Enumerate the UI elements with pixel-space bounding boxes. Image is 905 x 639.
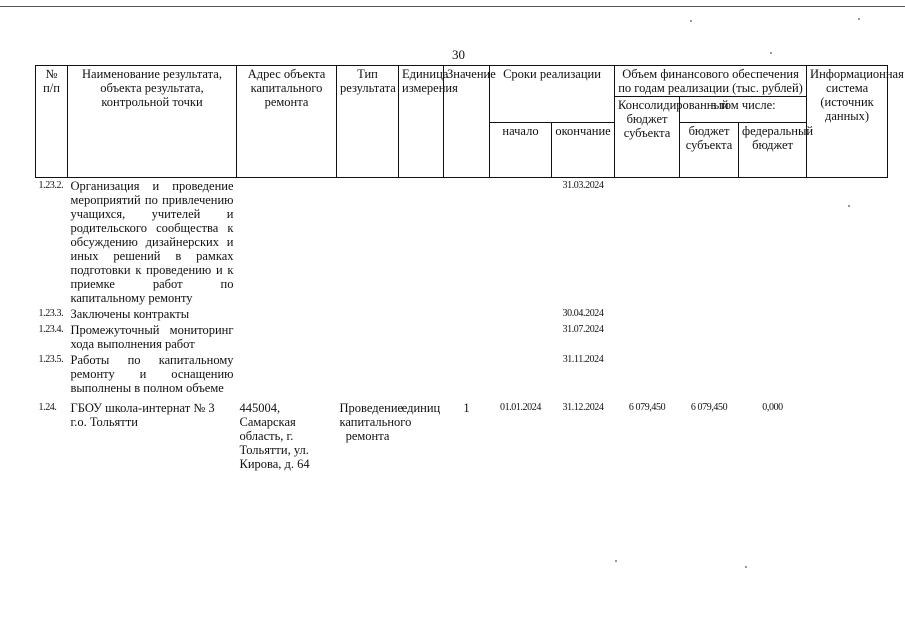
row-consolidated — [615, 306, 680, 322]
row-info — [807, 352, 888, 396]
row-address — [237, 306, 337, 322]
scan-speck — [690, 20, 692, 22]
row-value — [444, 306, 490, 322]
row-info — [807, 306, 888, 322]
row-value: 1 — [463, 401, 470, 415]
row-value — [444, 352, 490, 396]
header-name: Наименование результата, объекта результата, контрольной точки — [68, 66, 237, 178]
row-federal-budget — [739, 322, 807, 352]
header-federal-budget: федеральный бюджет — [739, 123, 807, 178]
row-number: 1.23.3. — [38, 308, 64, 319]
row-subject-budget: 6 079,450 — [690, 402, 728, 413]
row-type — [337, 178, 399, 307]
row-unit: единиц — [401, 401, 441, 415]
row-start — [490, 178, 552, 307]
row-name: Организация и проведение мероприятий по привлечению учащихся, учителей и родительского сообщества к обсуждению дизайнерских и иных решений в рамках подготовки к проведению и к приемке работ по капитальному ремонту — [70, 179, 234, 305]
row-number: 1.23.2. — [38, 180, 64, 191]
row-address — [237, 352, 337, 396]
row-name: ГБОУ школа-интернат № 3 г.о. Тольятти — [70, 401, 215, 429]
row-name: Заключены контракты — [70, 307, 190, 321]
row-address — [237, 178, 337, 307]
header-terms: Сроки реализации — [490, 66, 615, 123]
row-unit — [399, 178, 444, 307]
header-terms-start: начало — [490, 123, 552, 178]
page-number: 30 — [452, 47, 465, 62]
row-start — [490, 352, 552, 396]
row-unit — [399, 322, 444, 352]
row-federal-budget — [739, 306, 807, 322]
row-number: 1.23.5. — [38, 354, 64, 365]
row-end: 31.11.2024 — [562, 354, 604, 365]
row-type — [337, 306, 399, 322]
scan-top-rule — [0, 6, 905, 7]
row-info — [807, 322, 888, 352]
table-row — [36, 352, 888, 396]
header-info-system: Информационная система (источник данных) — [807, 66, 888, 178]
row-consolidated — [615, 352, 680, 396]
row-end: 31.03.2024 — [562, 180, 604, 191]
row-end: 31.07.2024 — [562, 324, 604, 335]
row-value — [444, 178, 490, 307]
scan-speck — [770, 52, 772, 54]
row-start — [490, 322, 552, 352]
row-unit — [399, 352, 444, 396]
header-no: № п/п — [36, 66, 68, 178]
row-start — [490, 306, 552, 322]
row-consolidated — [615, 322, 680, 352]
header-type: Тип результата — [337, 66, 399, 178]
row-number: 1.23.4. — [38, 324, 64, 335]
row-info — [807, 396, 888, 472]
table-row — [36, 306, 888, 322]
row-type: Проведение капитального ремонта — [339, 401, 412, 443]
row-subject-budget — [680, 178, 739, 307]
row-subject-budget — [680, 306, 739, 322]
row-name: Работы по капитальному ремонту и оснащению выполнены в полном объеме — [70, 353, 234, 395]
implementation-plan-table — [35, 65, 904, 472]
header-unit: Единица измерения — [399, 66, 444, 178]
header-consolidated: Консолидированный бюджет субъекта — [615, 97, 680, 178]
table-row — [36, 178, 888, 307]
table-row — [36, 396, 888, 472]
row-subject-budget — [680, 352, 739, 396]
row-value — [444, 322, 490, 352]
row-federal-budget — [739, 352, 807, 396]
header-value: Значение — [444, 66, 490, 178]
row-type — [337, 322, 399, 352]
row-consolidated — [615, 178, 680, 307]
row-end: 30.04.2024 — [562, 308, 604, 319]
row-info — [807, 178, 888, 307]
scan-speck — [858, 18, 860, 20]
row-address — [237, 322, 337, 352]
header-address: Адрес объекта капитального ремонта — [237, 66, 337, 178]
row-type — [337, 352, 399, 396]
row-federal-budget — [739, 178, 807, 307]
row-subject-budget — [680, 322, 739, 352]
header-terms-end: окончание — [552, 123, 615, 178]
row-address: 445004, Самарская область, г. Тольятти, ул. Кирова, д. 64 — [239, 401, 310, 471]
row-start: 01.01.2024 — [499, 402, 541, 413]
row-end: 31.12.2024 — [562, 402, 604, 413]
row-unit — [399, 306, 444, 322]
row-number: 1.24. — [38, 402, 57, 413]
header-including: в том числе: — [680, 97, 807, 123]
header-subject-budget: бюджет субъекта — [680, 123, 739, 178]
scan-speck — [848, 205, 850, 207]
header-finance: Объем финансового обеспечения по годам реализации (тыс. рублей) — [615, 66, 807, 97]
row-consolidated: 6 079,450 — [628, 402, 666, 413]
table-row — [36, 322, 888, 352]
row-federal-budget: 0,000 — [762, 402, 783, 413]
scan-speck — [615, 560, 617, 562]
row-name: Промежуточный мониторинг хода выполнения работ — [70, 323, 234, 351]
scan-speck — [745, 566, 747, 568]
